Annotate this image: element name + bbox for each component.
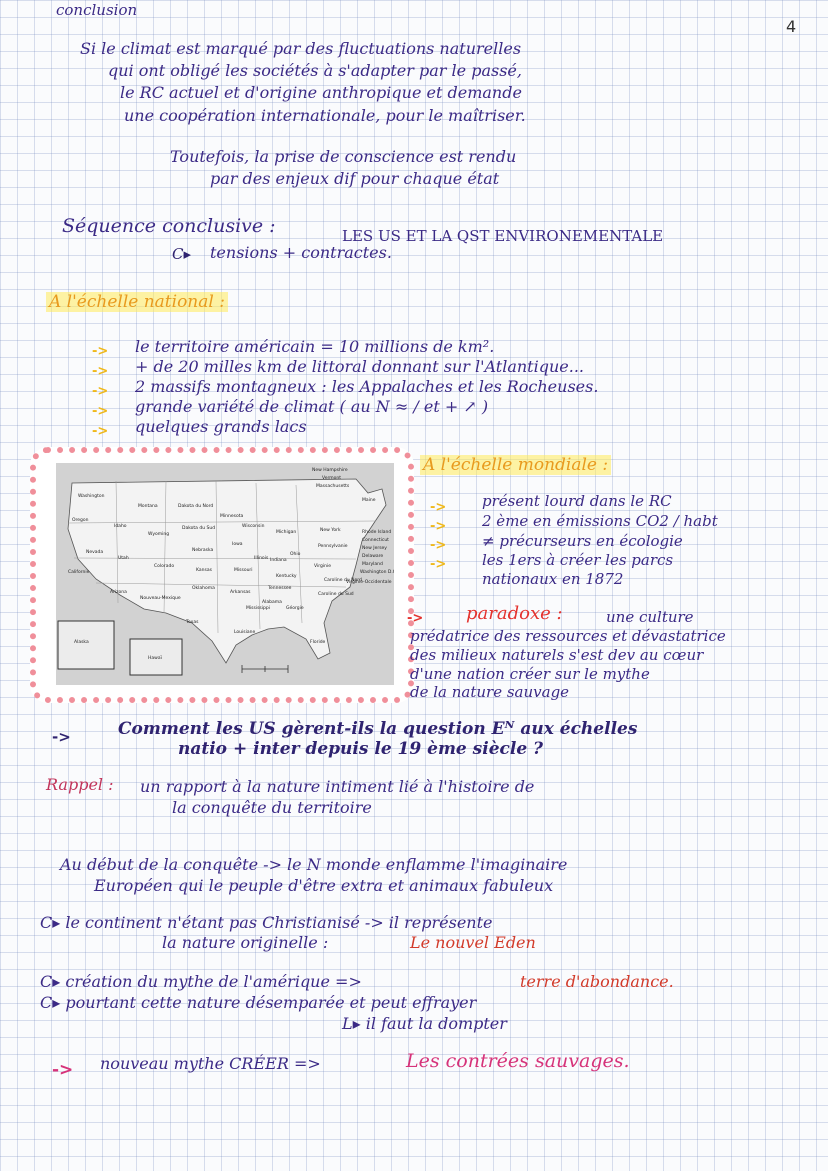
map-state-label: Iowa: [232, 542, 243, 547]
conclusion-line: qui ont obligé les sociétés à s'adapter par le passé,: [108, 61, 522, 80]
map-state-label: Massachusetts: [316, 484, 350, 489]
map-state-label: Nevada: [86, 550, 104, 555]
map-state-label: Nouveau-Mexique: [140, 596, 181, 601]
map-state-label: Floride: [310, 640, 326, 645]
arrow-icon: ->: [430, 538, 447, 553]
national-item: le territoire américain = 10 millions de km².: [135, 337, 495, 356]
conclusion-line: Si le climat est marqué par des fluctuations naturelles: [80, 39, 522, 58]
national-heading: [46, 293, 228, 312]
arrow-icon: ->: [430, 557, 447, 572]
national-heading-text: A l'échelle national :: [46, 292, 228, 312]
conclusion-line: le RC actuel et d'origine anthropique et demande: [120, 83, 522, 102]
arrow-icon: ->: [52, 1060, 74, 1080]
map-state-label: Géorgie: [286, 606, 304, 611]
map-state-label: Nebraska: [192, 548, 214, 553]
map-state-label: Alaska: [74, 640, 89, 645]
map-state-label: Arkansas: [230, 590, 251, 595]
map-state-label: Tennessee: [268, 586, 292, 591]
sequence-label: Séquence conclusive :: [62, 215, 276, 237]
scale-bar: [242, 665, 288, 673]
debut-line: Au début de la conquête -> le N monde enflamme l'imaginaire: [60, 855, 568, 874]
map-state-label: Arizona: [110, 590, 127, 595]
map-state-label: New Hampshire: [312, 468, 348, 473]
paradoxe-line: une culture: [606, 608, 694, 626]
question-line: Comment les US gèrent-ils la question Eᴺ aux échelles: [118, 719, 638, 739]
nouveau-mythe: nouveau mythe CRÉER =>: [100, 1054, 321, 1073]
mondial-item: 2 ème en émissions CO2 / habt: [482, 512, 718, 530]
map-state-label: Vermont: [322, 476, 342, 481]
continent-line: la nature originelle :: [162, 933, 329, 952]
usa-map-svg: [56, 463, 394, 685]
mondial-item: nationaux en 1872: [482, 570, 624, 588]
map-state-label: Wisconsin: [242, 524, 265, 529]
map-state-label: Texas: [186, 620, 199, 625]
creation-line: L▸ il faut la dompter: [342, 1014, 507, 1033]
rappel-label: Rappel :: [46, 775, 114, 794]
terre-abondance: terre d'abondance.: [520, 972, 674, 991]
sequence-sub-arrow: C▸: [172, 245, 192, 263]
map-state-label: Louisiane: [234, 630, 256, 635]
map-state-label: Californie: [68, 570, 90, 575]
mondial-heading-text: A l'échelle mondiale :: [420, 455, 611, 475]
map-state-label: Missouri: [234, 568, 253, 573]
map-state-label: Kentucky: [276, 574, 297, 579]
paradoxe-line: d'une nation créer sur le mythe: [410, 665, 650, 683]
arrow-icon: ->: [430, 519, 447, 534]
map-state-label: Caroline du Sud: [318, 592, 354, 597]
usa-map-image: [56, 463, 394, 685]
contrees-sauvages: Les contrées sauvages.: [406, 1050, 630, 1072]
arrow-icon: ->: [407, 611, 424, 626]
map-state-label: Virginie-Occidentale: [346, 580, 392, 585]
creation-line: C▸ pourtant cette nature désemparée et peut effrayer: [40, 993, 477, 1012]
arrow-icon: ->: [92, 364, 109, 379]
map-state-label: Utah: [118, 556, 129, 561]
map-state-label: Dakota du Nord: [178, 504, 214, 509]
arrow-icon: ->: [92, 424, 109, 439]
map-state-label: Caroline du Nord: [324, 578, 362, 583]
map-state-label: Minnesota: [220, 514, 244, 519]
map-frame: [30, 447, 414, 703]
map-state-label: Wyoming: [148, 532, 170, 537]
arrow-icon: ->: [92, 344, 109, 359]
map-state-label: Connecticut: [362, 538, 389, 543]
conclusion-line: une coopération internationale, pour le maîtriser.: [124, 106, 526, 125]
mondial-heading: [420, 456, 611, 475]
question-line: natio + inter depuis le 19 ème siècle ?: [178, 739, 544, 759]
nouvel-eden: Le nouvel Eden: [410, 933, 536, 952]
map-state-label: Pennsylvanie: [318, 544, 348, 549]
map-state-label: Montana: [138, 504, 158, 509]
paradoxe-label: paradoxe :: [466, 603, 563, 624]
paradoxe-line: prédatrice des ressources et dévastatrice: [410, 627, 726, 645]
sequence-title: LES US ET LA QST ENVIRONEMENTALE: [342, 227, 664, 245]
map-state-label: Alabama: [262, 600, 282, 605]
map-state-label: Maine: [362, 498, 376, 503]
debut-line: Européen qui le peuple d'être extra et animaux fabuleux: [94, 876, 554, 895]
sequence-sub: tensions + contractes.: [210, 243, 392, 262]
page-number: 4: [786, 17, 797, 36]
map-state-label: Michigan: [276, 530, 297, 535]
paradoxe-line: des milieux naturels s'est dev au cœur: [410, 646, 704, 664]
map-state-label: Kansas: [196, 568, 212, 573]
map-state-label: Dakota du Sud: [182, 526, 216, 531]
arrow-icon: ->: [92, 404, 109, 419]
map-state-label: Virginie: [314, 564, 331, 569]
national-item: 2 massifs montagneux : les Appalaches et les Rocheuses.: [135, 377, 599, 396]
arrow-icon: ->: [430, 500, 447, 515]
arrow-icon: ->: [52, 728, 71, 746]
map-state-label: Mississippi: [246, 606, 270, 611]
rappel-line: la conquête du territoire: [172, 798, 372, 817]
rappel-line: un rapport à la nature intiment lié à l'histoire de: [140, 777, 535, 796]
map-state-label: Hawaï: [148, 656, 162, 661]
map-state-label: Rhode Island: [362, 530, 392, 535]
toutefois-line: par des enjeux dif pour chaque état: [210, 169, 500, 188]
mondial-item: présent lourd dans le RC: [482, 492, 672, 510]
map-state-label: Illinois: [254, 556, 269, 561]
page-heading: conclusion: [56, 1, 138, 19]
map-state-label: Ohio: [290, 552, 301, 557]
map-state-label: Indiana: [270, 558, 287, 563]
mondial-item: les 1ers à créer les parcs: [482, 551, 674, 569]
map-state-label: Oklahoma: [192, 586, 215, 591]
creation-line: C▸ création du mythe de l'amérique =>: [40, 972, 362, 991]
map-state-label: Delaware: [362, 554, 384, 559]
continent-line: C▸ le continent n'étant pas Christianisé -> il représente: [40, 913, 493, 932]
alaska-inset: [58, 621, 114, 669]
paradoxe-line: de la nature sauvage: [410, 683, 570, 701]
map-state-label: Idaho: [114, 524, 127, 529]
map-state-label: Washington D.C.: [360, 570, 394, 575]
arrow-icon: ->: [92, 384, 109, 399]
national-item: quelques grands lacs: [135, 417, 307, 436]
mondial-item: ≠ précurseurs en écologie: [482, 532, 683, 550]
map-state-label: Colorado: [154, 564, 175, 569]
usa-mainland-shape: [68, 479, 386, 663]
national-item: grande variété de climat ( au N ≈ / et + ↗ ): [135, 397, 489, 416]
map-state-label: New York: [320, 528, 341, 533]
map-state-label: Maryland: [362, 562, 383, 567]
national-item: + de 20 milles km de littoral donnant sur l'Atlantique...: [135, 357, 584, 376]
map-state-label: New Jersey: [362, 546, 387, 551]
toutefois-line: Toutefois, la prise de conscience est rendu: [170, 147, 517, 166]
map-state-label: Washington: [78, 494, 105, 499]
map-state-label: Oregon: [72, 518, 89, 523]
